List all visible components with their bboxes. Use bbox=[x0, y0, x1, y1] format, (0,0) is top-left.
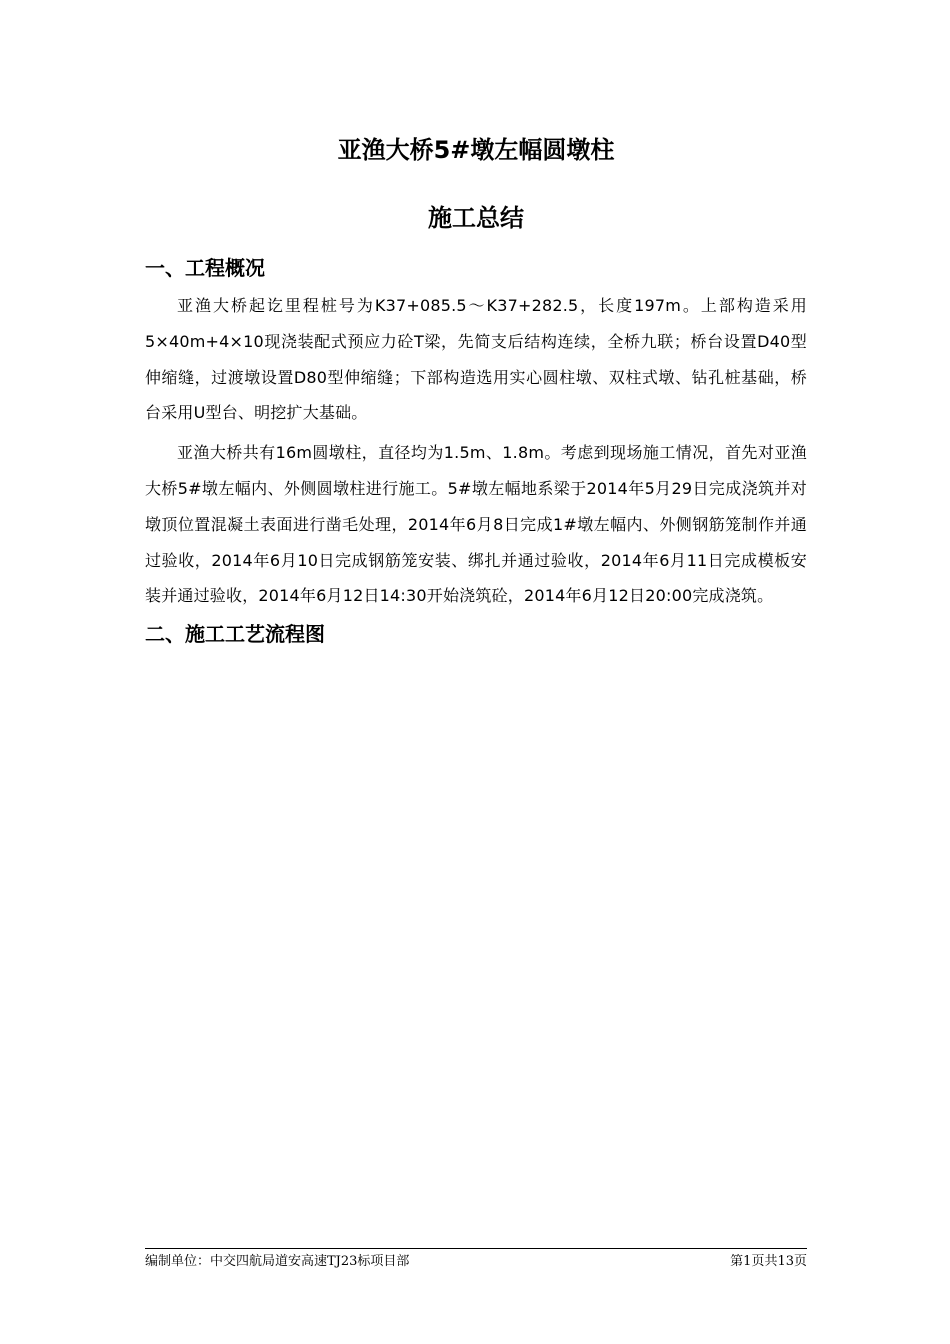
paragraph-overview-2: 亚渔大桥共有16m圆墩柱，直径均为1.5m、1.8m。考虑到现场施工情况，首先对亚渔大桥5#墩左幅内、外侧圆墩柱进行施工。5#墩左幅地系梁于2014年5月29日完成浇筑并对墩顶位置混凝土表面进行凿毛处理，2014年6月8日完成1#墩左幅内、外侧钢筋笼制作并通过验收，2014年6月10日完成钢筋笼安装、绑扎并通过验收，2014年6月11日完成模板安装并通过验收，2014年6月12日14:30开始浇筑砼，2014年6月12日20:00完成浇筑。 bbox=[145, 443, 807, 606]
footer-unit: 编制单位：中交四航局道安高速TJ23标项目部 bbox=[145, 1254, 410, 1269]
section-heading-process-flow: 二、施工工艺流程图 bbox=[145, 622, 325, 647]
page-footer bbox=[145, 1248, 807, 1271]
footer-page-number: 第1页共13页 bbox=[730, 1254, 807, 1269]
document-title-line1: 亚渔大桥5#墩左幅圆墩柱 bbox=[337, 136, 615, 164]
section-heading-overview: 一、工程概况 bbox=[145, 256, 265, 280]
document-body bbox=[145, 128, 807, 652]
paragraph-overview-1: 亚渔大桥起讫里程桩号为K37+085.5～K37+282.5，长度197m。上部构造采用5×40m+4×10现浇装配式预应力砼T梁，先简支后结构连续，全桥九联；桥台设置D40型伸缩缝，过渡墩设置D80型伸缩缝；下部构造选用实心圆柱墩、双柱式墩、钻孔桩基础，桥台采用U型台、明挖扩大基础。 bbox=[145, 296, 807, 423]
document-title-line2: 施工总结 bbox=[428, 204, 524, 232]
